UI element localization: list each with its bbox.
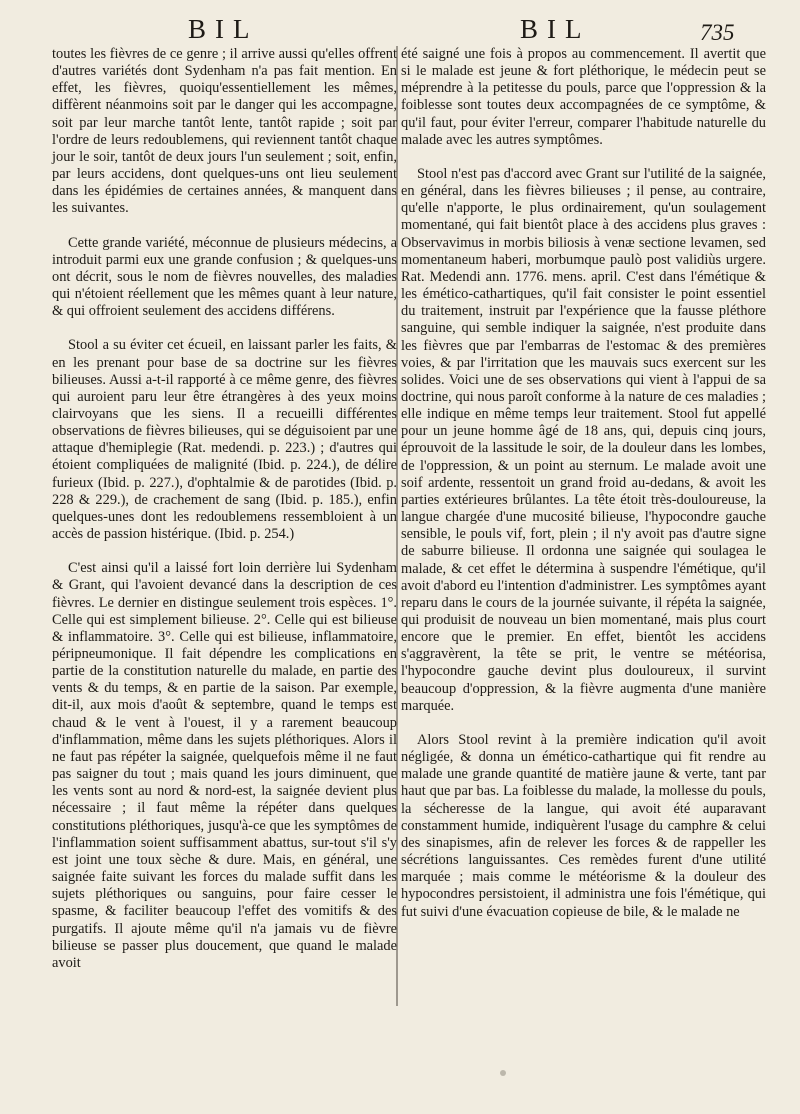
paragraph: Alors Stool revint à la première indication qu'il avoit négligée, & donna un émético-cathartique qui fit rendre au malade une grande quantité de matière jaune & verte, tant par haut que par bas. La foiblesse du malade, la mollesse du pouls, la sécheresse de la langue, qui avoit été auparavant constamment humide, indiquèrent l'usage du camphre & celui des sinapismes, afin de relever les forces & de rappeller les sécrétions languissantes. Ces remèdes furent d'une utilité marquée ; mais comme le météorisme & la douleur des hypocondres persistoient, il administra une fois l'émétique, qui fut suivi d'une évacuation copieuse de bile, & le malade ne [401, 731, 766, 920]
running-head-left: BIL [188, 14, 259, 44]
running-head-right: BIL [520, 14, 591, 44]
ink-spot [500, 1070, 506, 1076]
running-head [0, 10, 800, 44]
right-column [401, 46, 766, 921]
left-column [52, 46, 397, 972]
paragraph: C'est ainsi qu'il a laissé fort loin derrière lui Sydenham & Grant, qui l'avoient devancé dans la description de ces fièvres. Le dernier en distingue seulement trois espèces. 1°. Celle qui est simplement bilieuse. 2°. Celle qui est bilieuse & inflammatoire. 3°. Celle qui est bilieuse, inflammatoire, péripneumonique. Il fait dépendre les complications en partie de la constitution naturelle du malade, en partie des vents & du temps, & en partie de la saison. Par exemple, dit-il, aux mois d'août & septembre, quand le temps est chaud & le vent à l'ouest, il y a rarement beaucoup d'inflammation, même dans les sujets pléthoriques. Alors il ne faut pas répéter la saignée, quelquefois même il ne faut pas saigner du tout ; mais quand les jours diminuent, que les vents sont au nord & nord-est, la saignée devient plus nécessaire ; il faut même la répéter dans quelques constitutions pléthoriques, jusqu'à-ce que les symptômes de l'inflammation soient suffisamment abattus, sur-tout s'il s'y est joint une toux sèche & dure. Mais, en général, une saignée faite suivant les forces du malade suffit dans les sujets pléthoriques ou sanguins, pour faire cesser le spasme, & faciliter beaucoup l'effet des vomitifs & des purgatifs. Il ajoute même qu'il n'a jamais vu de fièvre bilieuse se passer plus doucement, que quand le malade avoit [52, 560, 397, 971]
paragraph: toutes les fièvres de ce genre ; il arrive aussi qu'elles offrent d'autres variétés dont Sydenham n'a pas fait mention. En effet, les fièvres, quoiqu'essentiellement les mêmes, diffèrent néanmoins soit par le danger qui les accompagne, soit par leur marche tantôt lente, tantôt rapide ; soit par l'ordre de leurs redoublemens, qui reviennent tantôt chaque jour le soir, tantôt de deux jours l'un seulement ; soit, enfin, par leurs accidens, dont quelques-uns ont lieu seulement dans les épidémies de certaines années, & manquent dans les suivantes. [52, 46, 397, 217]
paragraph: Stool n'est pas d'accord avec Grant sur l'utilité de la saignée, en général, dans les fièvres bilieuses ; il pense, au contraire, qu'elle n'apporte, le plus ordinairement, qu'un soulagement momentané, qui fait bientôt place à des accidens plus graves : Observavimus in morbis biliosis à venæ sectione levamen, sed momentaneum haberi, morbumque paulò post validiùs urgere. Rat. Medendi ann. 1776. mens. april. C'est dans l'émétique & les émético-cathartiques, qu'il fait consister le point essentiel du traitement, instruit par l'expérience que la fausse pléthore sanguine, qui semble indiquer la saignée, n'est produite dans les fièvres que par l'embarras de l'estomac & des premières voies, & par l'irritation que les mauvais sucs exercent sur les solides. Voici une de ses observations qui vient à l'appui de sa doctrine, qui nous paroît conforme à la nature de ces maladies ; elle indique en même temps leur traitement. Stool fut appellé pour un jeune homme âgé de 18 ans, qui, depuis cinq jours, éprouvoit de la lassitude le soir, de la douleur dans les lombes, de l'oppression, & un point au sternum. Le malade avoit une soif ardente, ressentoit un grand froid au-dedans, & avoit les parties extérieures brûlantes. La tête étoit très-douloureuse, la langue chargée d'une mucosité bilieuse, l'hypocondre gauche sensible, le pouls vif, fort, plein ; il n'y avoit pas d'autre signe de saburre bilieuse. Il ordonna une saignée qui soulagea le malade, & cet effet le détermina à suspendre l'émétique, qu'il avoit d'abord eu l'intention d'administrer. Les symptômes ayant reparu dans le cours de la journée suivante, il répéta la saignée, qui produisit de nouveau un bien momentané, mais plus court encore que le premier. En effet, bientôt les accidens s'aggravèrent, la tête se prit, le ventre se météorisa, l'hypocondre gauche devint plus douloureux, il survint beaucoup d'oppression, & la fièvre augmenta d'une manière marquée. [401, 165, 766, 714]
paragraph: été saigné une fois à propos au commencement. Il avertit que si le malade est jeune & fort pléthorique, le médecin peut se méprendre à la petitesse du pouls, parce que l'oppression & la foiblesse sont toutes deux accompagnées de ce symptôme, & qu'il faut, pour éviter l'erreur, comparer l'habitude naturelle du malade avec les autres symptômes. [401, 46, 766, 148]
paragraph: Stool a su éviter cet écueil, en laissant parler les faits, & en les prenant pour base de sa doctrine sur les fièvres bilieuses. Aussi a-t-il rapporté à ce même genre, des fièvres qui auroient paru leur être étrangères à des yeux moins clairvoyans que les siens. Il a recueilli différentes observations de fièvres bilieuses, qui se déguisoient par une attaque d'hemiplegie (Rat. medendi. p. 223.) ; d'autres qui étoient compliquées de malignité (Ibid. p. 224.), de délire furieux (Ibid. p. 227.), d'ophtalmie & de parotides (Ibid. p. 228 & 229.), de crachement de sang (Ibid. p. 185.), enfin quelques-unes dont les redoublemens ressembloient à un accès de passion histérique. (Ibid. p. 254.) [52, 337, 397, 543]
page-number: 735 [700, 20, 735, 45]
paragraph: Cette grande variété, méconnue de plusieurs médecins, a introduit parmi eux une grande confusion ; & quelques-uns ont décrit, sous le nom de fièvres nouvelles, des maladies qui n'étoient réellement que les mêmes quant à leur nature, & qui offroient seulement des accidens différens. [52, 234, 397, 320]
